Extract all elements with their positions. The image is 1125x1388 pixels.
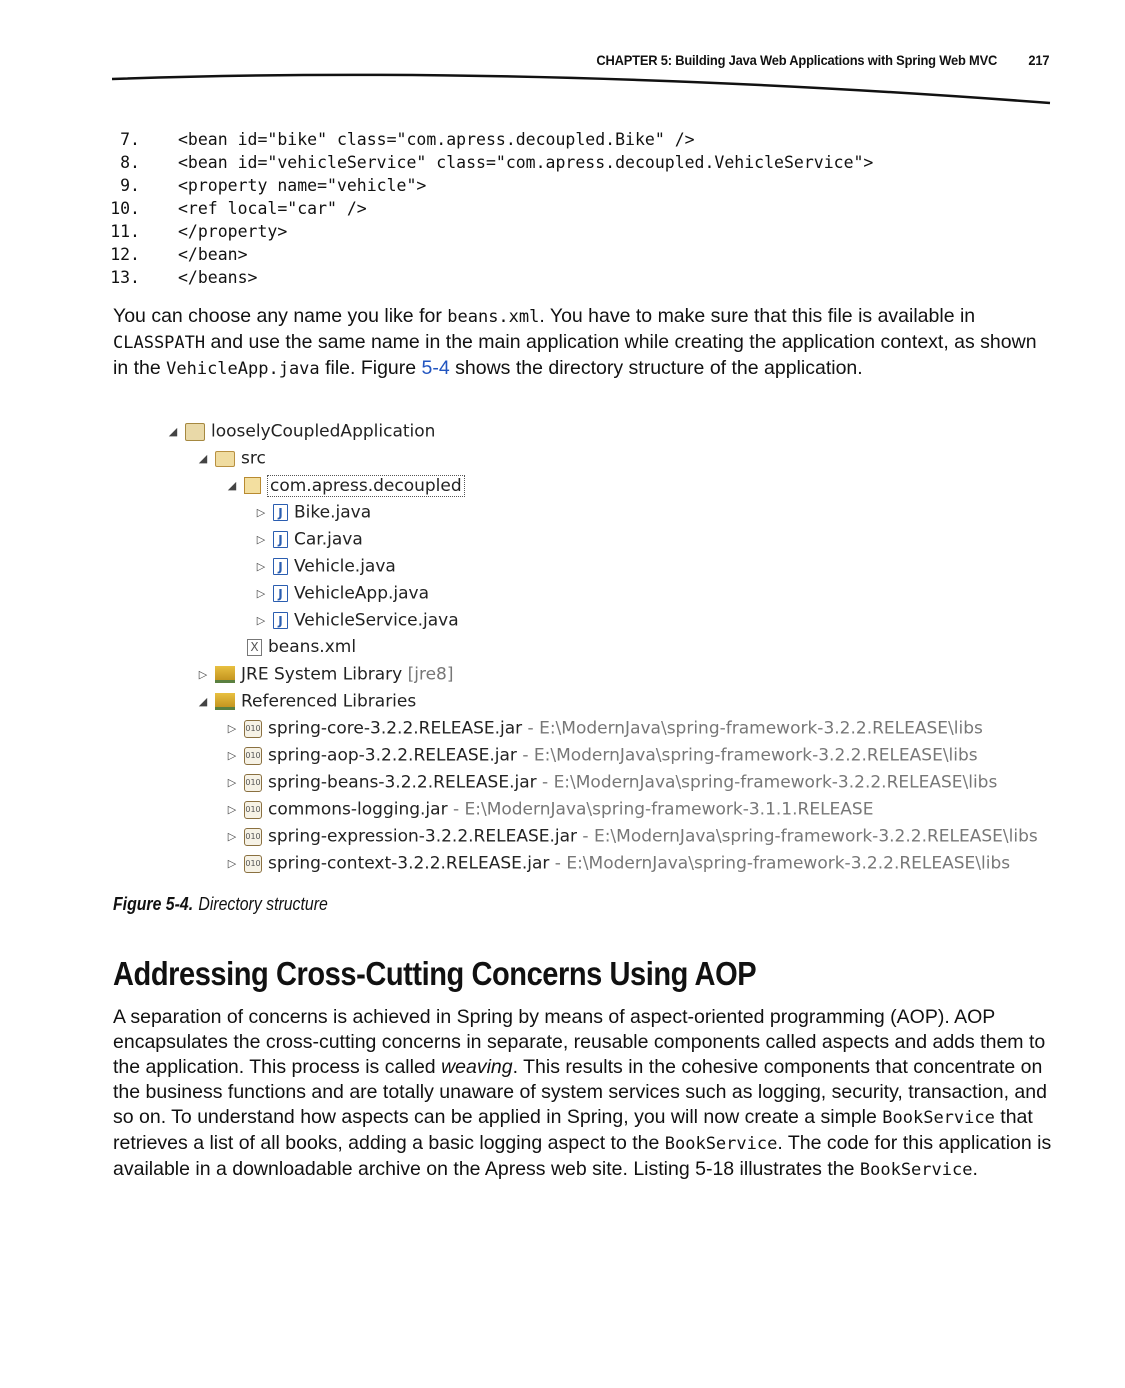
figure-caption [113,894,328,915]
library-icon [215,666,235,683]
expand-arrow-icon[interactable]: ▷ [227,803,237,816]
expand-arrow-icon[interactable]: ▷ [256,560,266,573]
jar-icon: 010 [244,828,262,846]
figure-caption-text: Directory structure [198,894,328,914]
collapse-arrow-icon[interactable]: ◢ [168,425,178,438]
jar-icon: 010 [244,774,262,792]
code-line: 9. <property name="vehicle"> [120,176,427,195]
header-rule [112,70,1052,110]
java-main-file-icon: J [273,585,288,602]
jar-icon: 010 [244,855,262,873]
tree-node-project[interactable]: ◢ looselyCoupledApplication [165,418,435,445]
tree-node-jar[interactable]: ▷ 010 spring-aop-3.2.2.RELEASE.jar - E:\ModernJava\spring-framework-3.2.2.RELEASE\libs [224,742,978,769]
tree-node-java-file[interactable]: ▷ J VehicleApp.java [253,580,429,607]
running-header [596,52,1049,68]
java-file-icon: J [273,558,288,575]
intro-paragraph: You can choose any name you like for beans.xml. You have to make sure that this file is available in CLASSPATH and use the same name in the main application while creating the application context, as shown in the VehicleApp.java file. Figure 5-4 shows the directory structure of the application. [113,305,1037,379]
code-line: 8. <bean id="vehicleService" class="com.apress.decoupled.VehicleService"> [120,153,874,172]
code-line: 7. <bean id="bike" class="com.apress.decoupled.Bike" /> [120,130,695,149]
package-icon [244,477,261,494]
tree-node-src[interactable]: ◢ src [195,445,266,472]
code-line: 12. </bean> [110,245,248,264]
expand-arrow-icon[interactable]: ▷ [256,506,266,519]
library-icon [215,693,235,710]
figure-label: Figure 5-4. [113,894,194,914]
expand-arrow-icon[interactable]: ▷ [227,749,237,762]
expand-arrow-icon[interactable]: ▷ [198,668,208,681]
tree-node-java-file[interactable]: ▷ J Car.java [253,526,363,553]
collapse-arrow-icon[interactable]: ◢ [198,452,208,465]
figure-link[interactable]: 5-4 [421,357,450,379]
code-line: 13. </beans> [110,268,258,287]
expand-arrow-icon[interactable]: ▷ [256,614,266,627]
collapse-arrow-icon[interactable]: ◢ [227,479,237,492]
xml-file-icon: X [247,639,262,656]
jar-icon: 010 [244,801,262,819]
tree-node-jar[interactable]: ▷ 010 commons-logging.jar - E:\ModernJava\spring-framework-3.1.1.RELEASE [224,796,873,823]
section-heading: Addressing Cross-Cutting Concerns Using AOP [113,955,757,992]
aop-paragraph: A separation of concerns is achieved in Spring by means of aspect-oriented programming (AOP). AOP encapsulates the cross-cutting concerns in separate, reusable components called aspects and adds them to the application. This process is called weaving. This results in the cohesive components that concentrate on the business functions and are totally unaware of system services such as logging, security, transaction, and so on. To understand how aspects can be applied in Spring, you will now create a simple BookService that retrieves a list of all books, adding a basic logging aspect to the BookService. The code for this application is available in a downloadable archive on the Apress web site. Listing 5-18 illustrates the BookService. [113,1006,1052,1180]
tree-node-jar[interactable]: ▷ 010 spring-expression-3.2.2.RELEASE.jar - E:\ModernJava\spring-framework-3.2.2.RELEASE\libs [224,823,1038,850]
code-listing [110,128,873,289]
jar-icon: 010 [244,720,262,738]
tree-node-xml-file[interactable]: X beans.xml [233,634,356,661]
tree-node-referenced-libraries[interactable]: ◢ Referenced Libraries [195,688,416,715]
expand-arrow-icon[interactable]: ▷ [227,857,237,870]
jar-icon: 010 [244,747,262,765]
java-file-icon: J [273,504,288,521]
tree-node-jar[interactable]: ▷ 010 spring-core-3.2.2.RELEASE.jar - E:\ModernJava\spring-framework-3.2.2.RELEASE\libs [224,715,983,742]
expand-arrow-icon[interactable]: ▷ [256,533,266,546]
tree-node-package[interactable]: ◢ com.apress.decoupled [224,472,465,499]
collapse-arrow-icon[interactable]: ◢ [198,695,208,708]
tree-node-jre[interactable]: ▷ JRE System Library [jre8] [195,661,454,688]
tree-node-java-file[interactable]: ▷ J Bike.java [253,499,371,526]
tree-node-java-file[interactable]: ▷ J VehicleService.java [253,607,459,634]
project-icon [185,423,205,441]
tree-node-jar[interactable]: ▷ 010 spring-beans-3.2.2.RELEASE.jar - E:\ModernJava\spring-framework-3.2.2.RELEASE\libs [224,769,997,796]
expand-arrow-icon[interactable]: ▷ [227,776,237,789]
expand-arrow-icon[interactable]: ▷ [227,722,237,735]
chapter-title: CHAPTER 5: Building Java Web Applications with Spring Web MVC [596,52,997,68]
tree-node-java-file[interactable]: ▷ J Vehicle.java [253,553,396,580]
code-line: 10. <ref local="car" /> [110,199,367,218]
source-folder-icon [215,451,235,467]
java-file-icon: J [273,531,288,548]
code-line: 11. </property> [110,222,288,241]
expand-arrow-icon[interactable]: ▷ [256,587,266,600]
tree-node-jar[interactable]: ▷ 010 spring-context-3.2.2.RELEASE.jar - E:\ModernJava\spring-framework-3.2.2.RELEASE\libs [224,850,1010,877]
expand-arrow-icon[interactable]: ▷ [227,830,237,843]
page-number: 217 [1028,52,1049,68]
java-file-icon: J [273,612,288,629]
